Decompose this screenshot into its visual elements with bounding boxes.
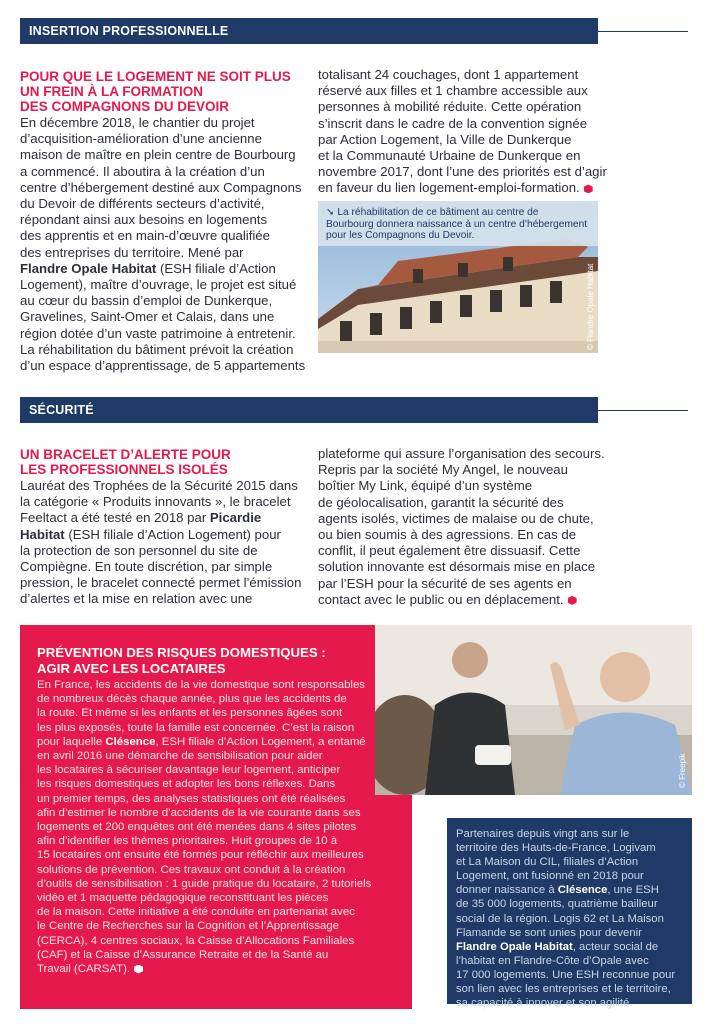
text-line: totalisant 24 couchages, dont 1 appartement xyxy=(318,67,579,82)
text-line: d’outils de sensibilisation : 1 guide pratique du locataire, 2 tutoriels xyxy=(37,877,372,890)
section-divider xyxy=(598,31,688,32)
headline-line: UN FREIN À LA FORMATION xyxy=(20,84,203,99)
text-line: La réhabilitation du bâtiment prévoit la création xyxy=(20,341,294,357)
text-line-end xyxy=(318,592,608,608)
company-name-bold: Flandre Opale Habitat xyxy=(456,940,573,953)
text-line: des apprentis et en main-d’œuvre qualifiée xyxy=(20,228,270,244)
headline-compagnons xyxy=(20,69,320,114)
text-line: Gravelines, Saint-Omer et Calais, dans une xyxy=(20,309,275,325)
text-line: Partenaires depuis vingt ans sur le xyxy=(456,828,630,840)
article-securite-left xyxy=(20,478,320,608)
text-line: solution innovante est désormais mise en place xyxy=(318,559,596,575)
section-divider xyxy=(598,410,688,411)
text-line: , ESH filiale d’Action Logement, a entamé xyxy=(155,735,366,748)
text-line: d’un espace d’apprentissage, de 5 appartements xyxy=(20,358,306,374)
text-line-with-bold xyxy=(20,510,320,526)
text-line: et La Maison du CIL, filiales d’Action xyxy=(456,856,639,869)
text-line: donner naissance à xyxy=(456,884,558,897)
headline-line: LES PROFESSIONNELS ISOLÉS xyxy=(20,462,228,477)
text-line: par Action Logement, la Ville de Dunkerque xyxy=(318,131,572,147)
company-name-bold: Flandre Opale Habitat xyxy=(20,260,157,276)
text-line: , acteur social de xyxy=(572,940,659,953)
text-line: s’inscrit dans le cadre de la convention signée xyxy=(318,115,588,131)
text-line: par l’ESH pour la sécurité de ses agents en xyxy=(318,575,572,591)
text-line: a commencé. Il aboutira à la création d’un xyxy=(20,163,265,179)
text-line-with-bold xyxy=(456,883,688,897)
end-of-article-icon xyxy=(568,596,577,605)
company-name-bold: Clésence xyxy=(557,884,608,897)
text-line: du Devoir de différents secteurs d’activité, xyxy=(20,196,265,212)
text-line: Repris par la société My Angel, le nouveau xyxy=(318,462,568,478)
text-line: le Centre de Recherches sur la Cognition et l’Apprentissage xyxy=(37,920,340,933)
text-line: les locataires à sécuriser davantage leur logement, anticiper xyxy=(37,764,341,777)
prevention-text xyxy=(37,678,377,976)
title-line: AGIR AVEC LES LOCATAIRES xyxy=(37,660,226,676)
section-title-insertion: INSERTION PROFESSIONNELLE xyxy=(20,18,598,44)
text-line: Lauréat des Trophées de la Sécurité 2015 dans xyxy=(20,478,298,493)
caption-text: pour les Compagnons du Devoir. xyxy=(326,230,475,241)
text-line: contact avec le public ou en déplacement. xyxy=(318,591,564,607)
text-line: région dotée d’un vaste patrimoine à entretenir. xyxy=(20,325,296,341)
text-line: (ESH filiale d’Action xyxy=(156,260,276,276)
partners-text xyxy=(456,827,688,1010)
text-line: de géolocalisation, garantit la sécurité des xyxy=(318,494,564,510)
headline-line: UN BRACELET D’ALERTE POUR xyxy=(20,447,231,462)
text-line: vidéo et 1 maquette pédagogique reconstituant les pièces xyxy=(37,892,329,905)
text-line: la catégorie « Produits innovants », le bracelet xyxy=(20,494,291,510)
text-line: les risques domestiques et adopter les bons réflexes. Dans xyxy=(37,778,336,791)
company-name-bold: Picardie xyxy=(209,510,262,526)
text-line: plateforme qui assure l’organisation des secours. xyxy=(318,446,605,461)
text-line: et la Communauté Urbaine de Dunkerque en xyxy=(318,148,581,164)
text-line: de 35 000 logements, quatrième bailleur xyxy=(456,898,658,911)
text-line: Feeltact a été testé en 2018 par xyxy=(20,510,210,526)
text-line: maison de maître en plein centre de Bourbourg xyxy=(20,147,296,163)
text-line: boîtier My Link, équipé d’un système xyxy=(318,478,533,494)
text-line: novembre 2017, dont l’une des priorités est d’agir xyxy=(318,164,607,180)
text-line: afin d’estimer le nombre d’accidents de la vie courante dans ses xyxy=(37,806,361,819)
text-line: réservé aux filles et 1 chambre accessible aux xyxy=(318,83,588,99)
text-line: solutions de prévention. Ces travaux ont conduit à la création xyxy=(37,863,346,876)
text-line: répondant ainsi aux besoins en logements xyxy=(20,212,268,228)
title-line: PRÉVENTION DES RISQUES DOMESTIQUES : xyxy=(37,645,326,660)
text-line: , une ESH xyxy=(607,884,659,897)
company-name-bold: Clésence xyxy=(105,735,156,748)
text-line: les plus exposés, toute la famille est concernée. C’est la raison xyxy=(37,721,355,734)
text-line: la protection de son personnel du site de xyxy=(20,542,258,558)
text-line: de la maison. Cette initiative a été conduite en partenariat avec xyxy=(37,906,355,919)
company-name-bold: Habitat xyxy=(20,526,65,542)
text-line: d’acquisition-amélioration d’une ancienne xyxy=(20,131,262,147)
end-of-article-icon xyxy=(584,184,593,193)
caption-line-1 xyxy=(326,207,592,219)
prevention-title xyxy=(37,645,357,676)
text-line-with-bold xyxy=(20,527,320,543)
text-line: son lien avec les entreprises et le territoire, xyxy=(456,983,671,996)
text-line: (CAF) et la Caisse d’Assurance Retraite et de la Santé au xyxy=(37,948,329,961)
text-line: la route. Et même si les enfants et les personnes âgées sont xyxy=(37,707,343,720)
text-line: personnes à mobilité réduite. Cette opération xyxy=(318,99,582,115)
text-line: (CERCA), 4 centres sociaux, la Caisse d’Allocations Familiales xyxy=(37,934,355,947)
headline-line: POUR QUE LE LOGEMENT NE SOIT PLUS xyxy=(20,69,291,84)
text-line: Compiègne. En toute discrétion, par simple xyxy=(20,559,273,575)
caption-text: La réhabilitation de ce bâtiment au centre de xyxy=(337,207,539,218)
caption-text: Bourbourg donnera naissance à un centre d’hébergement xyxy=(326,218,588,230)
text-line: Flamande se sont unies pour devenir xyxy=(456,926,642,939)
text-line: Logement), maître d’ouvrage, le projet est situé xyxy=(20,277,297,293)
text-line-end xyxy=(318,180,608,196)
seniors-illustration xyxy=(375,625,692,795)
text-line: pour laquelle xyxy=(37,735,106,748)
text-line: des entreprises du territoire. Mené par xyxy=(20,244,244,260)
text-line: social de la région. Logis 62 et La Maison xyxy=(456,912,664,925)
text-line: de nombreux décès chaque année, plus que les accidents de xyxy=(37,693,347,706)
text-line-with-bold xyxy=(37,735,377,749)
text-line: afin d’identifier les thèmes prioritaires. Huit groupes de 10 à xyxy=(37,835,338,848)
photo-credit: © Flandre Opale Habitat xyxy=(586,263,595,350)
photo-credit: © Freepik xyxy=(678,753,687,788)
article-insertion-right xyxy=(318,67,608,197)
text-line: En France, les accidents de la vie domestique sont responsables xyxy=(37,679,365,691)
text-line: 15 locataires ont ensuite été formés pour réfléchir aux meilleures xyxy=(37,849,364,862)
text-line: ou bien soumis à des agressions. En cas de xyxy=(318,527,577,543)
text-line: un premier temps, des analyses statistiques ont été réalisées xyxy=(37,792,346,805)
text-line: conflit, il peut également être dissuasif. Cette xyxy=(318,543,581,559)
text-line-with-bold xyxy=(456,940,688,954)
text-line: au cœur du bassin d’emploi de Dunkerque, xyxy=(20,293,273,309)
caption-arrow-icon: ➘ xyxy=(326,207,338,218)
text-line: pression, le bracelet connecté permet l’émission xyxy=(20,575,302,591)
text-line: agents isolés, victimes de malaise ou de chute, xyxy=(318,510,594,526)
article-insertion-left xyxy=(20,115,320,374)
seniors-high-five-photo xyxy=(375,625,692,795)
text-line-end xyxy=(37,962,377,976)
text-line: sa capacité à innover et son agilité. xyxy=(456,997,633,1010)
text-line: l’habitat en Flandre-Côte d’Opale avec xyxy=(456,954,649,967)
end-of-article-icon xyxy=(134,965,143,974)
text-line: 17 000 logements. Une ESH reconnue pour xyxy=(456,968,676,981)
text-line: en faveur du lien logement-emploi-formation. xyxy=(318,180,580,196)
photo-caption xyxy=(318,201,598,246)
article-securite-right xyxy=(318,446,608,608)
section-title-securite: SÉCURITÉ xyxy=(20,397,598,423)
text-line: d’alertes et la mise en relation avec une xyxy=(20,591,253,607)
text-line: Logement, ont fusionné en 2018 pour xyxy=(456,870,644,883)
headline-bracelet xyxy=(20,447,320,477)
text-line: logements et 200 enquêtes ont été menées dans 4 sites pilotes xyxy=(37,821,357,834)
text-line: (ESH filiale d’Action Logement) pour xyxy=(64,526,281,542)
text-line: centre d’hébergement destiné aux Compagnons xyxy=(20,179,302,195)
text-line: Travail (CARSAT). xyxy=(37,963,131,976)
text-line: En décembre 2018, le chantier du projet xyxy=(20,115,255,130)
headline-line: DES COMPAGNONS DU DEVOIR xyxy=(20,99,230,114)
text-line-with-bold xyxy=(20,261,320,277)
text-line: en avril 2016 une démarche de sensibilisation pour aider xyxy=(37,750,323,763)
text-line: territoire des Hauts-de-France, Logivam xyxy=(456,842,656,855)
